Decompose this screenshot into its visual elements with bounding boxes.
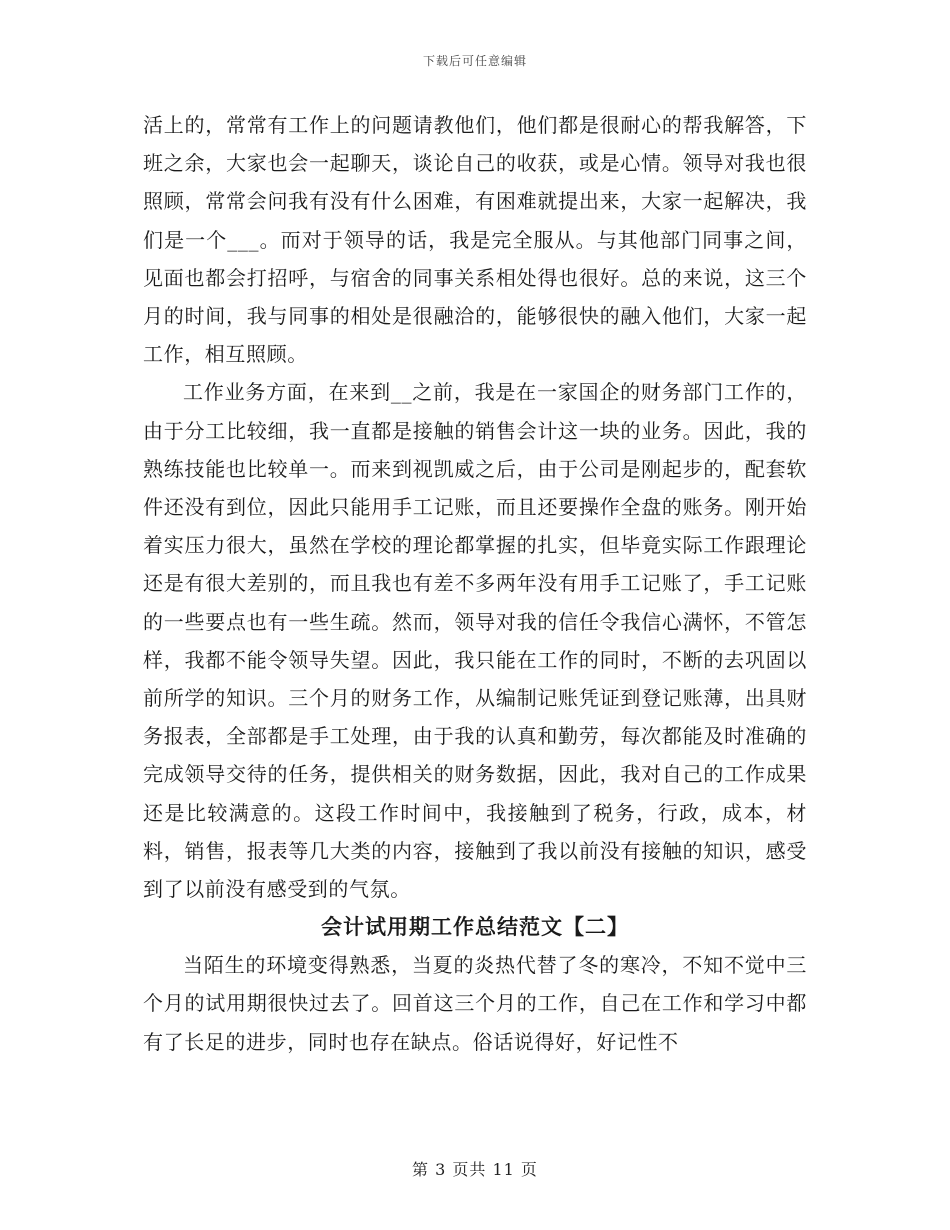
section-title: 会计试用期工作总结范文【二】 xyxy=(321,914,629,940)
document-body xyxy=(143,106,807,1061)
paragraph-work-business: 工作业务方面，在来到__之前，我是在一家国企的财务部门工作的，由于分工比较细，我一直都是接触的销售会计这一块的业务。因此，我的熟练技能也比较单一。而来到视凯威之后，由于公司是刚起步的，配套软件还没有到位，因此只能用手工记账，而且还要操作全盘的账务。刚开始着实压力很大，虽然在学校的理论都掌握的扎实，但毕竟实际工作跟理论还是有很大差别的，而且我也有差不多两年没有用手工记账了，手工记账的一些要点也有一些生疏。然而，领导对我的信任令我信心满怀，不管怎样，我都不能令领导失望。因此，我只能在工作的同时，不断的去巩固以前所学的知识。三个月的财务工作，从编制记账凭证到登记账薄，出具财务报表，全部都是手工处理，由于我的认真和勤劳，每次都能及时准确的完成领导交待的任务，提供相关的财务数据，因此，我对自己的工作成果还是比较满意的。这段工作时间中，我接触到了税务，行政，成本，材料，销售，报表等几大类的内容，接触到了我以前没有接触的知识，感受到了以前没有感受到的气氛。 xyxy=(143,380,807,902)
paragraph-colleagues: 活上的，常常有工作上的问题请教他们，他们都是很耐心的帮我解答，下班之余，大家也会一起聊天，谈论自己的收获，或是心情。领导对我也很照顾，常常会问我有没有什么困难，有困难就提出来，大家一起解决，我们是一个___。而对于领导的话，我是完全服从。与其他部门同事之间，见面也都会打招呼，与宿舍的同事关系相处得也很好。总的来说，这三个月的时间，我与同事的相处是很融洽的，能够很快的融入他们，大家一起工作，相互照顾。 xyxy=(143,113,807,367)
paragraph-probation-intro: 当陌生的环境变得熟悉，当夏的炎热代替了冬的寒冷，不知不觉中三个月的试用期很快过去了。回首这三个月的工作，自己在工作和学习中都有了长足的进步，同时也存在缺点。俗话说得好，好记性不 xyxy=(143,953,807,1054)
download-note: 下载后可任意编辑 xyxy=(422,54,527,68)
page-number: 第 3 页共 11 页 xyxy=(412,1160,538,1179)
